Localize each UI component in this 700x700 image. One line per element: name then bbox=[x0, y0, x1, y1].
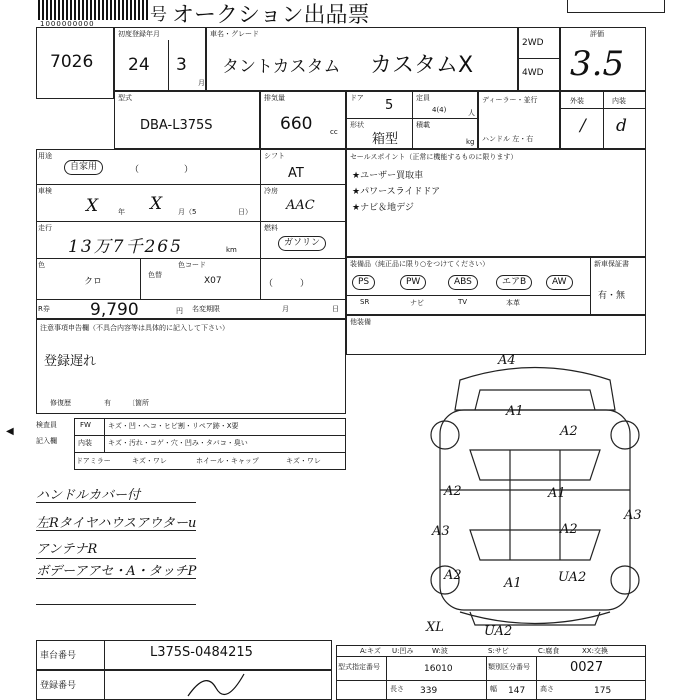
reg-month-unit: 月 bbox=[198, 79, 205, 87]
rating-value: 3.5 bbox=[570, 44, 625, 84]
spec-type: DBA-L375S bbox=[140, 118, 213, 133]
shift-value: AT bbox=[288, 166, 304, 181]
spec-ext: / bbox=[580, 116, 586, 136]
color-code: X07 bbox=[204, 276, 222, 286]
damage-diagram bbox=[390, 350, 680, 640]
warranty-value: 有・無 bbox=[598, 291, 626, 301]
sales-point-1: ★ユーザー買取車 bbox=[352, 171, 424, 181]
reg-label: 初度登録年月 bbox=[118, 30, 160, 38]
cool-value: AAC bbox=[286, 198, 315, 213]
fuel-value: ガソリン bbox=[278, 236, 326, 251]
color-value: クロ bbox=[84, 277, 103, 287]
chassis-number: L375S-0484215 bbox=[150, 645, 253, 660]
rating-label: 評価 bbox=[590, 30, 604, 38]
model-label: 車名・グレード bbox=[210, 30, 259, 38]
model-name: タントカスタム bbox=[222, 57, 341, 77]
reg-no-box bbox=[36, 670, 332, 700]
use-value: 自家用 bbox=[64, 160, 103, 175]
dims-height: 175 bbox=[594, 686, 612, 696]
spec-disp: 660 bbox=[280, 114, 313, 134]
equip-abs: ABS bbox=[448, 275, 478, 290]
dims-width: 147 bbox=[508, 686, 526, 696]
signature-scribble bbox=[186, 668, 246, 700]
drive-box bbox=[518, 27, 560, 91]
spec-int: d bbox=[616, 116, 627, 136]
model-grade: カスタムX bbox=[370, 53, 474, 78]
diag-mark-10: A1 bbox=[504, 576, 522, 591]
sales-point-3: ★ナビ＆地デジ bbox=[352, 203, 414, 213]
equip-airbag: エアB bbox=[496, 275, 532, 290]
diag-mark-3: A2 bbox=[560, 424, 578, 439]
diag-mark-7: A2 bbox=[560, 522, 578, 537]
handwritten-note-1: ハンドルカバー付 bbox=[36, 488, 141, 503]
drive-2wd: 2WD bbox=[522, 38, 544, 48]
tax-value: 9,790 bbox=[90, 300, 139, 320]
handwritten-note-3: アンテナR bbox=[36, 542, 98, 557]
doc-number: 1000000000 bbox=[40, 20, 95, 28]
mileage-value: 13万7千265 bbox=[68, 237, 183, 257]
handwritten-note-2: 左Rタイヤハウスアウターu bbox=[36, 516, 197, 531]
barcode-logo bbox=[38, 0, 148, 20]
arrow-marker: ◀ bbox=[6, 426, 14, 437]
diag-mark-12: XL bbox=[426, 620, 444, 635]
diag-mark-9: A2 bbox=[444, 568, 462, 583]
spec-cap: 4(4) bbox=[432, 106, 447, 114]
dims-v2: 0027 bbox=[570, 660, 604, 675]
dims-length: 339 bbox=[420, 686, 438, 696]
reg-month: 3 bbox=[176, 55, 187, 75]
diag-mark-2: A1 bbox=[506, 404, 524, 419]
diag-mark-8: A3 bbox=[432, 524, 450, 539]
dims-v1: 16010 bbox=[424, 664, 453, 674]
equip-pw: PW bbox=[400, 275, 426, 290]
diag-mark-5: A1 bbox=[548, 486, 566, 501]
sales-point-2: ★パワースライドドア bbox=[352, 187, 441, 197]
drive-4wd: 4WD bbox=[522, 68, 544, 78]
diag-mark-13: UA2 bbox=[484, 624, 513, 639]
inspect-month: X bbox=[150, 194, 163, 214]
diag-mark-6: A3 bbox=[624, 508, 642, 523]
spec-doors: 5 bbox=[385, 98, 394, 113]
equip-ps: PS bbox=[352, 275, 375, 290]
diag-mark-11: UA2 bbox=[558, 570, 587, 585]
diag-mark-1: A4 bbox=[498, 353, 516, 368]
equip-aw: AW bbox=[546, 275, 573, 290]
spec-shape: 箱型 bbox=[372, 132, 399, 147]
lot-number: 7026 bbox=[50, 52, 94, 72]
notes-text: 登録遅れ bbox=[44, 354, 97, 369]
page-title: オークション出品票 bbox=[172, 3, 370, 28]
top-right-box bbox=[567, 0, 665, 13]
reg-year: 24 bbox=[128, 55, 150, 75]
other-equip-box bbox=[346, 315, 646, 355]
handwritten-note-4: ボデーアアセ・A・タッチP bbox=[36, 564, 197, 579]
diag-mark-4: A2 bbox=[444, 484, 462, 499]
inspect-year: X bbox=[86, 196, 99, 216]
header-mark: 号 bbox=[150, 5, 167, 25]
